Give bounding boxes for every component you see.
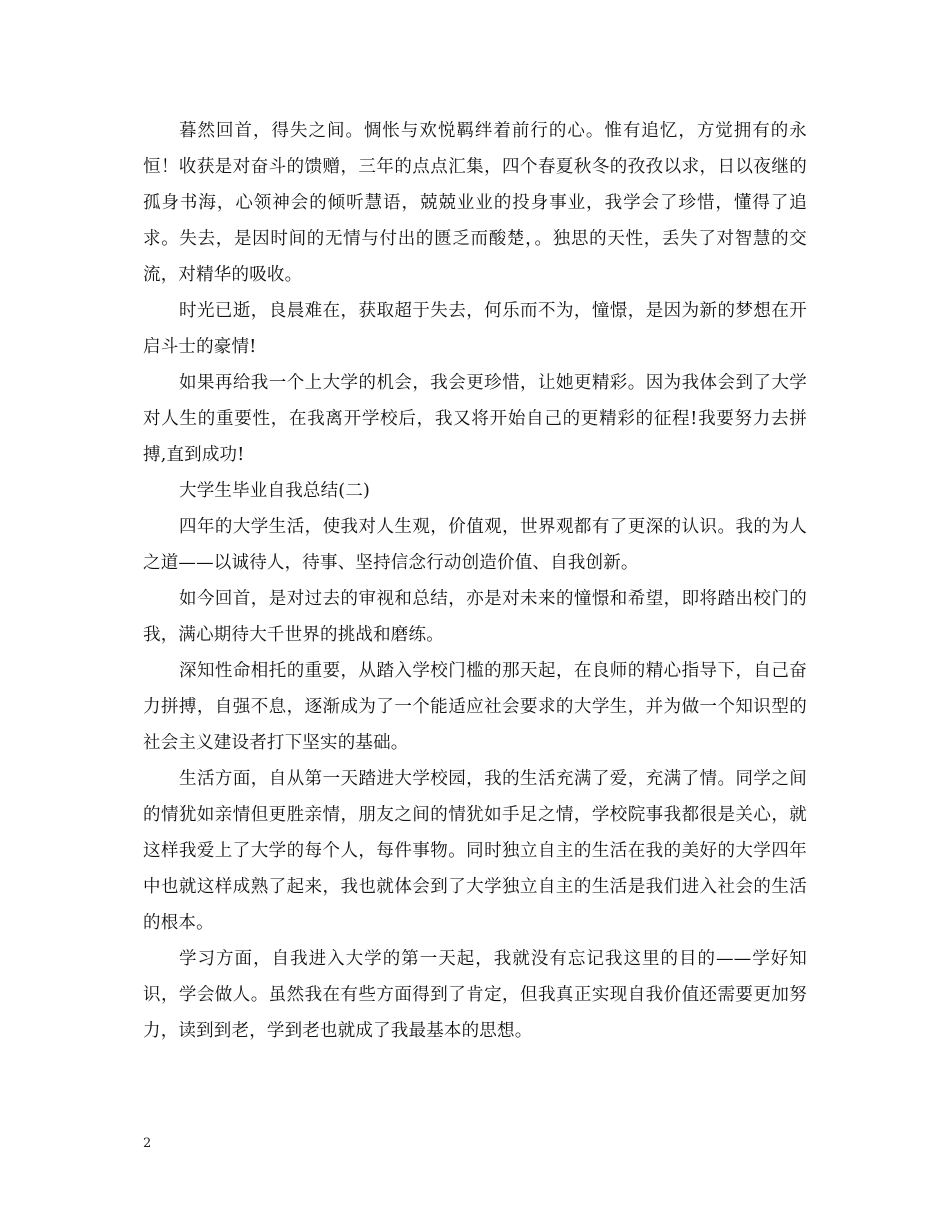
paragraph: 深知性命相托的重要，从踏入学校门槛的那天起，在良师的精心指导下，自己奋力拼搏，自强不息，逐渐成为了一个能适应社会要求的大学生，并为做一个知识型的社会主义建设者打下坚实的基础。 — [143, 661, 807, 753]
paragraph: 学习方面，自我进入大学的第一天起，我就没有忘记我这里的目的——学好知识，学会做人。虽然我在有些方面得到了肯定，但我真正实现自我价值还需要更加努力，读到到老，学到老也就成了我最基本的思想。 — [143, 949, 807, 1041]
paragraph: 如果再给我一个上大学的机会，我会更珍惜，让她更精彩。因为我体会到了大学对人生的重要性，在我离开学校后，我又将开始自己的更精彩的征程!我要努力去拼搏,直到成功! — [143, 373, 807, 465]
page-number: 2 — [143, 1136, 152, 1151]
paragraph: 四年的大学生活，使我对人生观，价值观，世界观都有了更深的认识。我的为人之道——以诚待人，待事、坚持信念行动创造价值、自我创新。 — [143, 517, 807, 573]
document-body — [143, 113, 807, 1049]
paragraph: 时光已逝，良晨难在，获取超于失去，何乐而不为，憧憬，是因为新的梦想在开启斗士的豪情! — [143, 301, 807, 357]
paragraph: 如今回首，是对过去的审视和总结，亦是对未来的憧憬和希望，即将踏出校门的我，满心期待大千世界的挑战和磨练。 — [143, 589, 807, 645]
section-heading: 大学生毕业自我总结(二) — [179, 481, 371, 501]
paragraph: 生活方面，自从第一天踏进大学校园，我的生活充满了爱，充满了情。同学之间的情犹如亲情但更胜亲情，朋友之间的情犹如手足之情，学校院事我都很是关心，就这样我爱上了大学的每个人，每件事物。同时独立自主的生活在我的美好的大学四年中也就这样成熟了起来，我也就体会到了大学独立自主的生活是我们进入社会的生活的根本。 — [143, 769, 807, 933]
paragraph: 暮然回首，得失之间。惆怅与欢悦羁绊着前行的心。惟有追忆，方觉拥有的永恒！收获是对奋斗的馈赠，三年的点点汇集，四个春夏秋冬的孜孜以求，日以夜继的孤身书海，心领神会的倾听慧语，兢兢业业的投身事业，我学会了珍惜，懂得了追求。失去，是因时间的无情与付出的匮乏而酸楚，。独思的天性，丢失了对智慧的交流，对精华的吸收。 — [143, 121, 807, 285]
